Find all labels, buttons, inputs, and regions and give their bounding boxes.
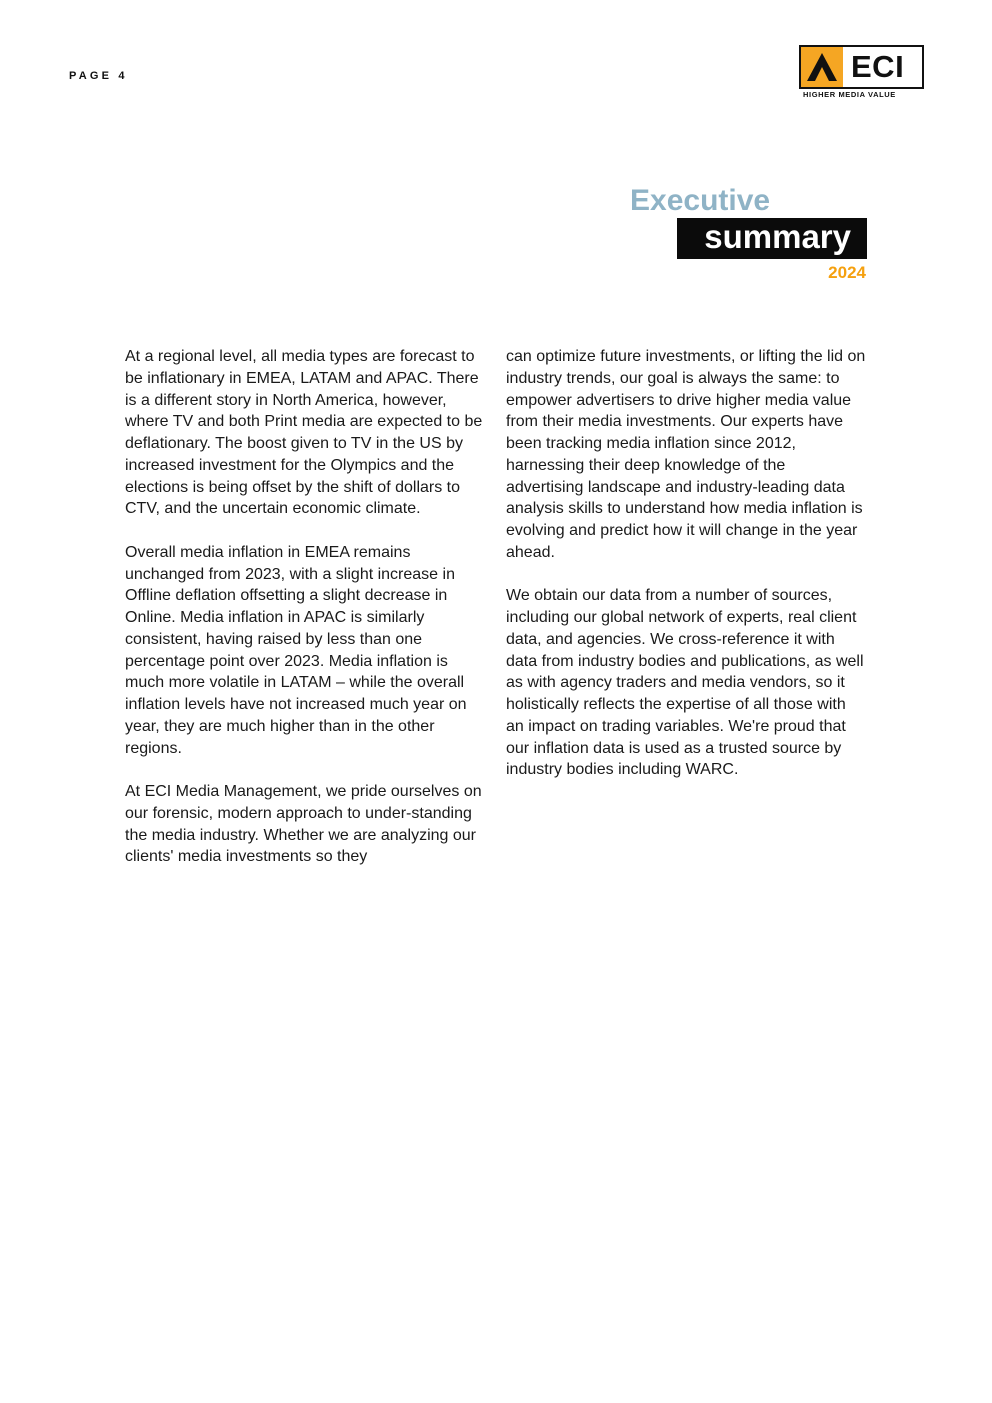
title-executive: Executive [630,184,771,217]
paragraph: We obtain our data from a number of sources, including our global network of experts, real client data, and agencies. We cross-reference it with data from industry bodies and publications, as well as with agency traders and media vendors, so it holistically reflects the expertise of all those with an impact on trading variables. We're proud that our inflation data is used as a trusted source by industry bodies including WARC. [506,587,864,779]
eci-a-mark-icon [801,47,843,87]
logo-frame [799,45,924,89]
page-number: PAGE 4 [69,70,128,82]
logo-tagline: HIGHER MEDIA VALUE [803,90,896,99]
title-year: 2024 [828,263,866,282]
paragraph: can optimize future investments, or lifting the lid on industry trends, our goal is always the same: to empower advertisers to drive higher media value from their media investments. Our experts have been tracking media inflation since 2012, harnessing their deep knowledge of the advertising landscape and industry-leading data analysis skills to understand how media inflation is evolving and predict how it will change in the year ahead. [506,348,866,561]
eci-logo [799,45,924,101]
body-right-column [506,346,866,803]
title-summary: summary [704,218,851,255]
paragraph: Overall media inflation in EMEA remains unchanged from 2023, with a slight increase in Offline deflation offsetting a slight decrease in Online. Media inflation in APAC is similarly consistent, having raised by less than one percentage point over 2023. Media inflation is much more volatile in LATAM – while the overall inflation levels have not increased much year on year, they are much higher than in the other regions. [125,543,467,757]
paragraph: At ECI Media Management, we pride ourselves on our forensic, modern approach to under-standing the media industry. Whether we are analyzing our clients' media investments so they [125,783,482,866]
body-left-column [125,346,487,890]
paragraph: At a regional level, all media types are forecast to be inflationary in EMEA, LATAM and APAC. There is a different story in North America, however, where TV and both Print media are expected to be deflationary. The boost given to TV in the US by increased investment for the Olympics and the elections is being offset by the shift of dollars to CTV, and the uncertain economic climate. [125,348,483,518]
title-summary-box [677,218,867,259]
logo-wordmark: ECI [851,49,905,84]
